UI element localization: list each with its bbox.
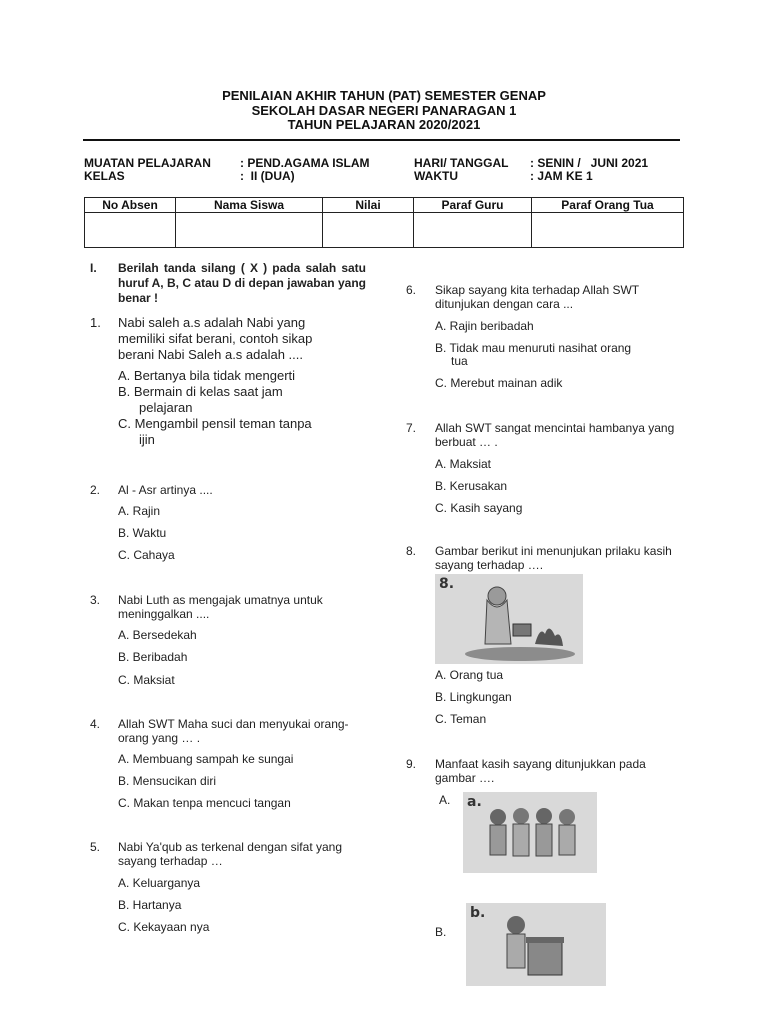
q4-option-b[interactable]: B. Mensucikan diri: [118, 774, 217, 788]
q7-number: 7.: [406, 421, 417, 435]
q2-option-b[interactable]: B. Waktu: [118, 526, 167, 540]
q6-option-a[interactable]: A. Rajin beribadah: [435, 319, 534, 333]
q5-option-a[interactable]: A. Keluarganya: [118, 876, 201, 890]
q4-number: 4.: [90, 717, 101, 731]
q4-option-a[interactable]: A. Membuang sampah ke sungai: [118, 752, 294, 766]
q2-text: Al - Asr artinya ....: [118, 483, 213, 497]
q3-text: Nabi Luth as mengajak umatnya untuk meninggalkan ....: [118, 593, 323, 621]
q2-number: 2.: [90, 483, 101, 497]
q6-option-b[interactable]: B. Tidak mau menuruti nasihat orang: [435, 341, 632, 355]
title-line-1: PENILAIAN AKHIR TAHUN (PAT) SEMESTER GENAP: [222, 88, 546, 103]
instruction-number: I.: [90, 261, 97, 275]
q9-option-a[interactable]: A.: [439, 793, 451, 807]
col-paraf-guru: Paraf Guru: [414, 198, 532, 213]
q5-option-b[interactable]: B. Hartanya: [118, 898, 182, 912]
q8-option-b[interactable]: B. Lingkungan: [435, 690, 512, 704]
class-value: : II (DUA): [240, 169, 295, 183]
q8-picture-label: 8.: [439, 576, 455, 592]
q1-text: Nabi saleh a.s adalah Nabi yang memiliki sifat berani, contoh sikap berani Nabi Saleh a.s adalah ....: [118, 315, 313, 362]
q2-option-a[interactable]: A. Rajin: [118, 504, 161, 518]
q5-option-c[interactable]: C. Kekayaan nya: [118, 920, 210, 934]
q4-text: Allah SWT Maha suci dan menyukai orang-orang yang … .: [118, 717, 349, 745]
q4-option-c[interactable]: C. Makan tenpa mencuci tangan: [118, 796, 291, 810]
class-label: KELAS: [84, 169, 125, 183]
cell-no-absen[interactable]: [85, 213, 176, 248]
col-no-absen: No Absen: [85, 198, 176, 213]
cell-paraf-orang-tua[interactable]: [532, 213, 684, 248]
student-info-table: [84, 197, 684, 248]
q3-option-a[interactable]: A. Bersedekah: [118, 628, 197, 642]
col-nilai: Nilai: [323, 198, 414, 213]
q7-option-b[interactable]: B. Kerusakan: [435, 479, 508, 493]
q6-option-c[interactable]: C. Merebut mainan adik: [435, 376, 563, 390]
subject-label: MUATAN PELAJARAN: [84, 156, 211, 170]
q9-number: 9.: [406, 757, 417, 771]
day-label: HARI/ TANGGAL: [414, 156, 509, 170]
group-of-children-illustration: [463, 792, 597, 873]
time-value: : JAM KE 1: [530, 169, 593, 183]
q7-text: Allah SWT sangat mencintai hambanya yang berbuat … .: [435, 421, 675, 449]
q1-number: 1.: [90, 315, 101, 330]
q8-text: Gambar berikut ini menunjukan prilaku kasih sayang terhadap ….: [435, 544, 672, 572]
cell-nama-siswa[interactable]: [176, 213, 323, 248]
col-paraf-orang-tua: Paraf Orang Tua: [532, 198, 684, 213]
q6-option-b-cont: tua: [451, 354, 468, 368]
q9-picture-b-label: b.: [470, 905, 486, 921]
q9-picture-a-label: a.: [467, 794, 482, 810]
q3-option-b[interactable]: B. Beribadah: [118, 650, 188, 664]
q9-picture-a: [463, 792, 597, 873]
q8-picture: [435, 574, 583, 664]
title-line-3: TAHUN PELAJARAN 2020/2021: [287, 117, 481, 132]
q7-option-c[interactable]: C. Kasih sayang: [435, 501, 523, 515]
q9-picture-b: [466, 903, 606, 986]
q6-text: Sikap sayang kita terhadap Allah SWT ditunjukan dengan cara ...: [435, 283, 639, 311]
q1-option-b-cont: pelajaran: [139, 400, 193, 415]
cell-paraf-guru[interactable]: [414, 213, 532, 248]
title-line-2: SEKOLAH DASAR NEGERI PANARAGAN 1: [251, 103, 517, 118]
header-divider: [83, 139, 680, 141]
q6-number: 6.: [406, 283, 417, 297]
subject-value: : PEND.AGAMA ISLAM: [240, 156, 370, 170]
q5-number: 5.: [90, 840, 101, 854]
cell-nilai[interactable]: [323, 213, 414, 248]
instruction-text: Berilah tanda silang ( X ) pada salah satu huruf A, B, C atau D di depan jawaban yang benar !: [118, 261, 366, 305]
q3-number: 3.: [90, 593, 101, 607]
q7-option-a[interactable]: A. Maksiat: [435, 457, 492, 471]
q8-number: 8.: [406, 544, 417, 558]
child-with-trash-bin-illustration: [466, 903, 606, 986]
watering-plant-illustration: [435, 574, 583, 664]
q1-option-b[interactable]: B. Bermain di kelas saat jam: [118, 384, 283, 399]
q2-option-c[interactable]: C. Cahaya: [118, 548, 175, 562]
q3-option-c[interactable]: C. Maksiat: [118, 673, 175, 687]
q1-option-a[interactable]: A. Bertanya bila tidak mengerti: [118, 368, 296, 383]
time-label: WAKTU: [414, 169, 458, 183]
q9-option-b[interactable]: B.: [435, 925, 447, 939]
q5-text: Nabi Ya'qub as terkenal dengan sifat yang sayang terhadap …: [118, 840, 343, 868]
day-value: : SENIN / JUNI 2021: [530, 156, 649, 170]
q8-option-a[interactable]: A. Orang tua: [435, 668, 504, 682]
q1-option-c[interactable]: C. Mengambil pensil teman tanpa: [118, 416, 312, 431]
q9-text: Manfaat kasih sayang ditunjukkan pada gambar ….: [435, 757, 646, 785]
col-nama-siswa: Nama Siswa: [176, 198, 323, 213]
q8-option-c[interactable]: C. Teman: [435, 712, 487, 726]
q1-option-c-cont: ijin: [139, 432, 155, 447]
